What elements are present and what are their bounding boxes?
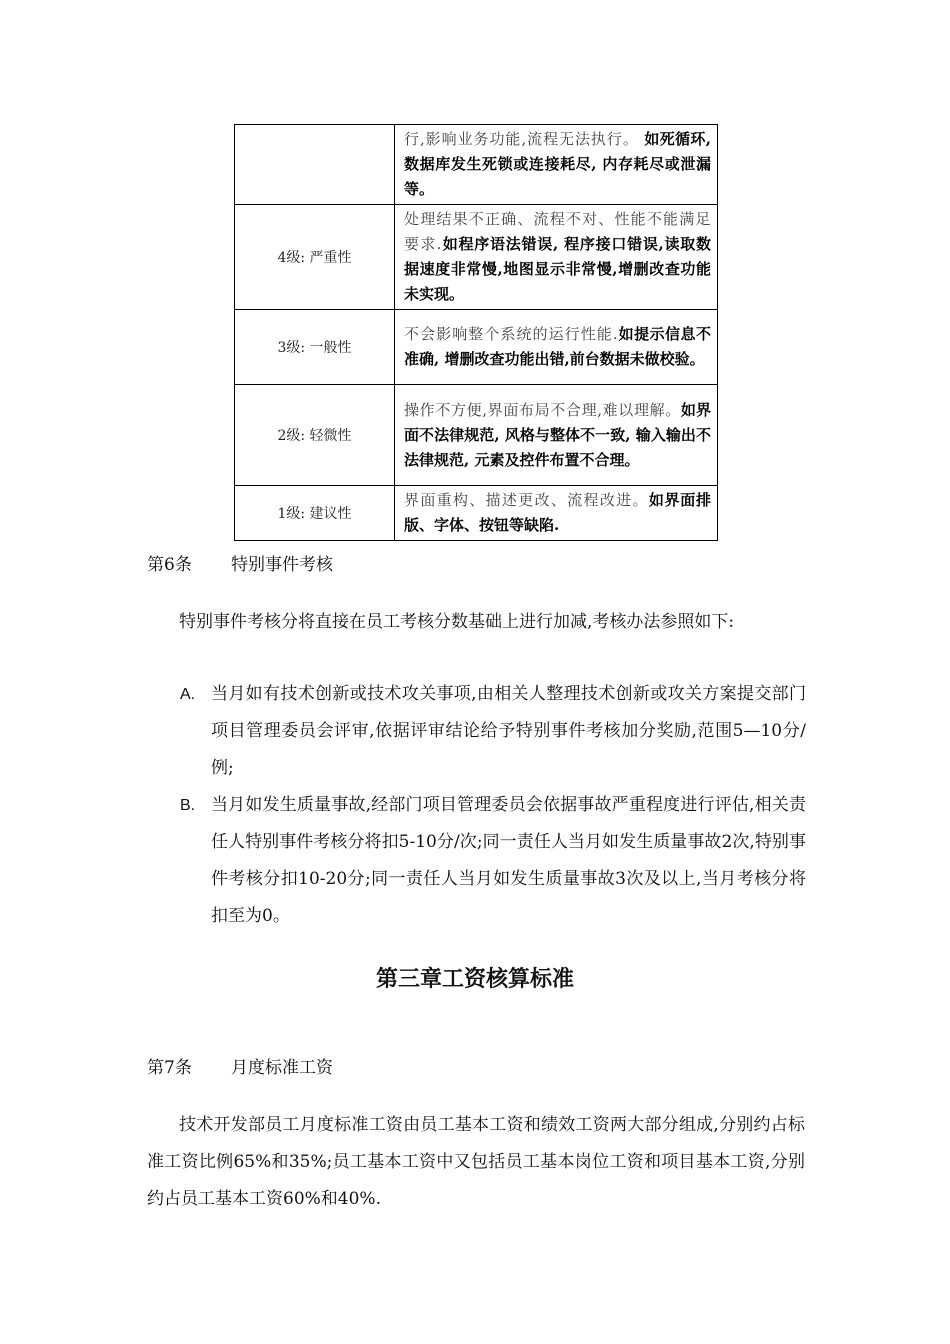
article-title: 月度标准工资 [231, 1058, 333, 1078]
table-row [235, 385, 718, 486]
description-text: 不会影响整个系统的运行性能. [404, 325, 619, 343]
article-7-heading [147, 1053, 333, 1078]
list-marker: A. [180, 686, 196, 703]
list-marker: B. [180, 797, 196, 814]
article-6-heading [147, 550, 333, 575]
description-text: 操作不方便,界面布局不合理,难以理解。 [404, 400, 681, 419]
list-item [180, 787, 806, 935]
list-item-text: 当月如发生质量事故,经部门项目管理委员会依据事故严重程度进行评估,相关责任人特别事件考核分将扣5-10分/次;同一责任人当月如发生质量事故2次,特别事件考核分扣10-20分;同一责任人当月如发生质量事故3次及以上,当月考核分将扣至为0。 [211, 795, 806, 926]
description-cell [395, 486, 718, 541]
table-row [235, 486, 718, 541]
example-text: 如程序语法错误, 程序接口错误,读取数据速度非常慢,地图显示非常慢,增删改查功能未实现。 [404, 235, 711, 303]
description-cell [395, 205, 718, 310]
description-text: 处理结果不正确、流程不对、性能不能满足要求. [404, 210, 711, 253]
description-cell [395, 385, 718, 486]
severity-level-table [234, 124, 718, 541]
description-text: 行,影响业务功能,流程无法执行。 [404, 130, 639, 148]
level-cell [235, 125, 395, 205]
example-text: 如界面排版、字体、按钮等缺陷. [404, 491, 711, 534]
description-cell [395, 125, 718, 205]
article-number: 第7条 [147, 1058, 192, 1078]
list-item-text: 当月如有技术创新或技术攻关事项,由相关人整理技术创新或攻关方案提交部门项目管理委员会评审,依据评审结论给予特别事件考核加分奖励,范围5—10分/例; [211, 684, 806, 778]
article-title: 特别事件考核 [231, 555, 333, 575]
level-cell: 4级: 严重性 [235, 205, 395, 310]
level-cell: 2级: 轻微性 [235, 385, 395, 486]
example-text: 如提示信息不准确, 增删改查功能出错,前台数据未做校验。 [404, 325, 711, 368]
article-6-intro: 特别事件考核分将直接在员工考核分数基础上进行加减,考核办法参照如下: [179, 612, 735, 632]
example-text: 如界面不法律规范, 风格与整体不一致, 输入输出不法律规范, 元素及控件布置不合理。 [404, 400, 711, 469]
article-number: 第6条 [147, 555, 192, 575]
level-cell: 3级: 一般性 [235, 310, 395, 385]
list-item [180, 676, 806, 787]
description-text: 界面重构、描述更改、流程改进。 [404, 491, 649, 509]
level-cell: 1级: 建议性 [235, 486, 395, 541]
description-cell [395, 310, 718, 385]
table-row [235, 310, 718, 385]
example-text: 如死循环,数据库发生死锁或连接耗尽, 内存耗尽或泄漏等。 [404, 130, 711, 198]
table-row [235, 125, 718, 205]
article-7-body: 技术开发部员工月度标准工资由员工基本工资和绩效工资两大部分组成,分别约占标准工资比例65%和35%;员工基本工资中又包括员工基本岗位工资和项目基本工资,分别约占员工基本工资60%和40%. [147, 1115, 805, 1209]
chapter-title: 第三章工资核算标准 [375, 967, 574, 992]
table-row [235, 205, 718, 310]
